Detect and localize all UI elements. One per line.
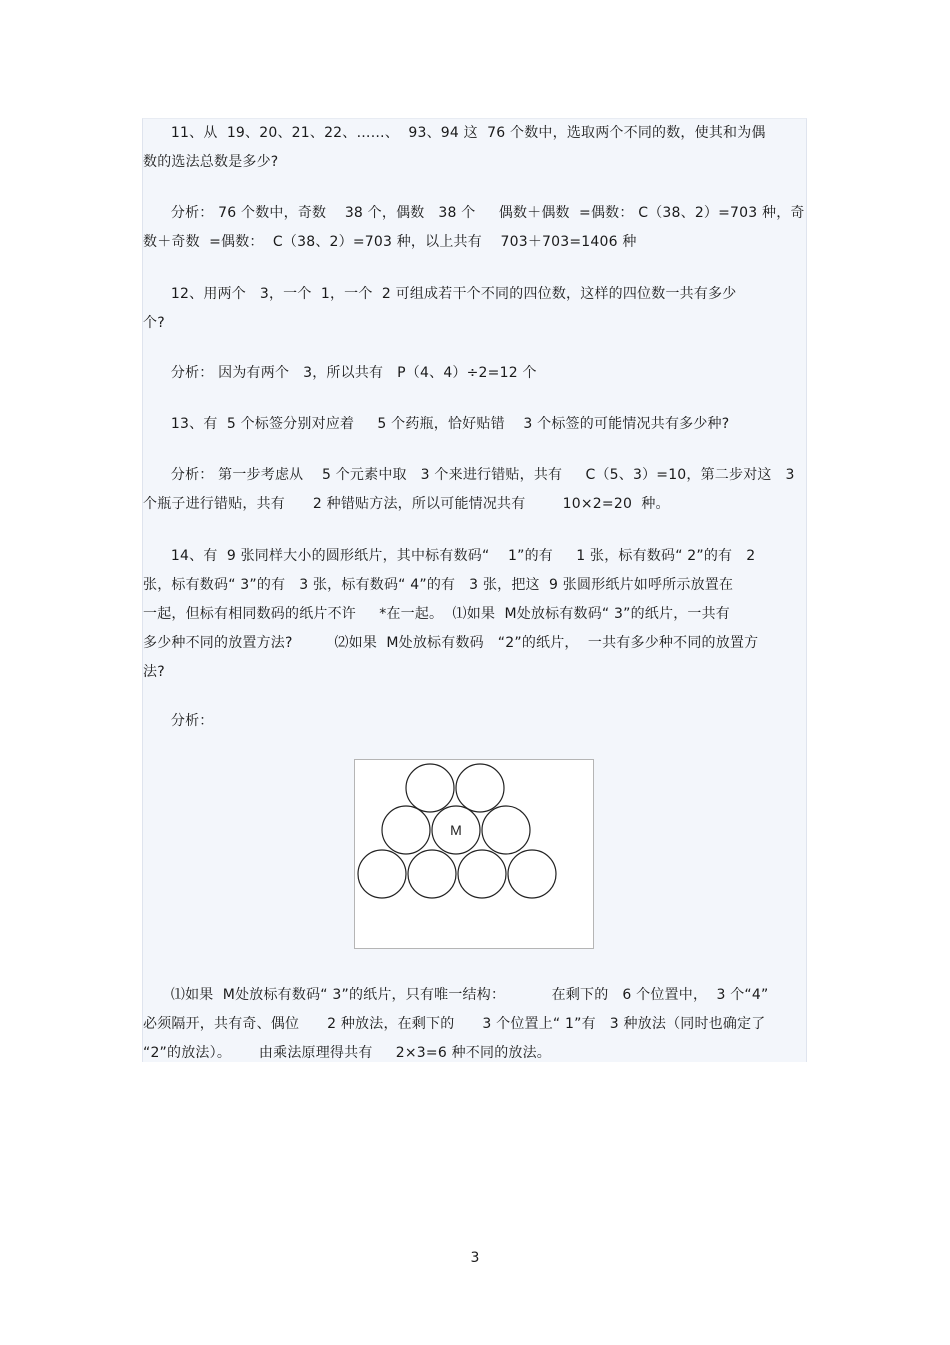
- analysis-13-line-1: 分析： 第一步考虑从 5 个元素中取 3 个来进行错贴，共有 C（5、3）=10，第二步对这 3: [143, 467, 795, 483]
- question-13-line-1: 13、有 5 个标签分别对应着 5 个药瓶，恰好贴错 3 个标签的可能情况共有多少种?: [143, 416, 730, 432]
- question-14-line-4: 多少种不同的放置方法? ⑵如果 M处放标有数码 “2”的纸片， 一共有多少种不同的放置方: [143, 635, 759, 651]
- circle-bottom-1: [358, 850, 406, 898]
- circle-bottom-4: [508, 850, 556, 898]
- question-11-line-2: 数的选法总数是多少?: [143, 154, 279, 170]
- circle-m-label: M: [450, 822, 462, 838]
- circle-top-left: [406, 764, 454, 812]
- question-14-line-1: 14、有 9 张同样大小的圆形纸片，其中标有数码“ 1”的有 1 张，标有数码“ 2”的有 2: [143, 548, 756, 564]
- question-14-line-2: 张，标有数码“ 3”的有 3 张，标有数码“ 4”的有 3 张，把这 9 张圆形纸片如呼所示放置在: [143, 577, 734, 593]
- analysis-14-detail-line-1: ⑴如果 M处放标有数码“ 3”的纸片，只有唯一结构： 在剩下的 6 个位置中， 3 个“4”: [143, 987, 769, 1003]
- document-body: [142, 118, 807, 1062]
- circle-bottom-2: [408, 850, 456, 898]
- question-12-line-1: 12、用两个 3，一个 1，一个 2 可组成若干个不同的四位数，这样的四位数一共有多少: [143, 286, 737, 302]
- circle-middle-right: [482, 806, 530, 854]
- question-14-line-3: 一起，但标有相同数码的纸片不许 *在一起。 ⑴如果 M处放标有数码“ 3”的纸片，一共有: [143, 606, 730, 622]
- circle-arrangement-diagram: [355, 760, 595, 950]
- question-12-line-2: 个?: [143, 315, 165, 331]
- analysis-14-detail-line-3: “2”的放法）。 由乘法原理得共有 2×3=6 种不同的放法。: [143, 1045, 551, 1061]
- analysis-12-line-1: 分析： 因为有两个 3，所以共有 P（4、4）÷2=12 个: [143, 365, 537, 381]
- question-11-line-1: 11、从 19、20、21、22、……、 93、94 这 76 个数中，选取两个不同的数，使其和为偶: [143, 125, 766, 141]
- analysis-14-label: 分析：: [143, 713, 214, 729]
- circle-arrangement-figure: [354, 759, 594, 949]
- circle-bottom-3: [458, 850, 506, 898]
- circle-middle-left: [382, 806, 430, 854]
- analysis-11-line-2: 数＋奇数 =偶数： C（38、2）=703 种，以上共有 703＋703=1406 种: [143, 234, 637, 250]
- circle-top-right: [456, 764, 504, 812]
- analysis-11-line-1: 分析： 76 个数中，奇数 38 个，偶数 38 个 偶数＋偶数 =偶数： C（38、2）=703 种，奇: [143, 205, 805, 221]
- question-14-line-5: 法?: [143, 664, 165, 680]
- analysis-13-line-2: 个瓶子进行错贴，共有 2 种错贴方法，所以可能情况共有 10×2=20 种。: [143, 496, 670, 512]
- page-number: 3: [470, 1250, 480, 1266]
- analysis-14-detail-line-2: 必须隔开，共有奇、偶位 2 种放法，在剩下的 3 个位置上“ 1”有 3 种放法（同时也确定了: [143, 1016, 766, 1032]
